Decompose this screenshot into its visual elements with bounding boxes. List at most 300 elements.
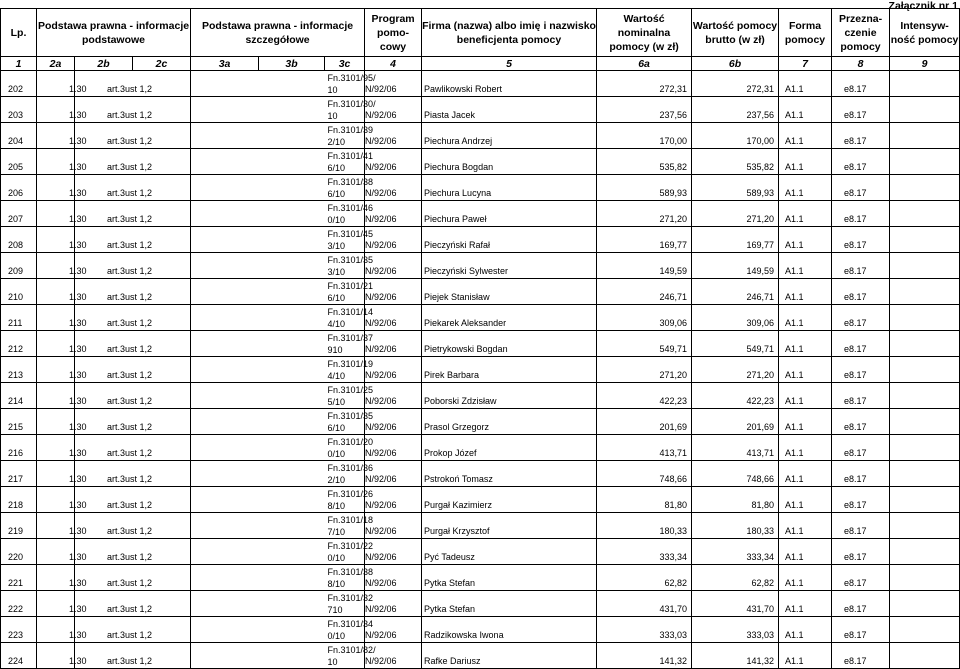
aid-form: A1.1: [779, 253, 832, 279]
row-number: 210: [1, 279, 37, 305]
beneficiary-name: Poborski Zdzisław: [422, 383, 597, 409]
legal-detail-empty: [191, 617, 325, 643]
row-number: 223: [1, 617, 37, 643]
row-number: 217: [1, 461, 37, 487]
beneficiary-name: Piechura Bogdan: [422, 149, 597, 175]
legal-basis-code: 1.30: [37, 643, 75, 669]
legal-basis-article: art.3ust 1,2: [75, 591, 191, 617]
legal-basis-code: 1.30: [37, 71, 75, 97]
legal-detail-empty: [191, 149, 325, 175]
gross-value: 431,70: [692, 591, 779, 617]
gross-value: 413,71: [692, 435, 779, 461]
aid-purpose: e8.17: [832, 253, 890, 279]
header-row: [1, 9, 960, 57]
column-numbers-row: [1, 57, 960, 71]
legal-basis-code: 1.30: [37, 435, 75, 461]
row-number: 219: [1, 513, 37, 539]
detail-reference: Fn.3101/34 0/10: [325, 617, 365, 643]
header-aid-form: Forma pomocy: [779, 9, 832, 57]
aid-program: N/92/06: [365, 305, 422, 331]
aid-intensity: [890, 513, 960, 539]
column-number: 9: [890, 57, 960, 71]
nominal-value: 246,71: [597, 279, 692, 305]
aid-intensity: [890, 591, 960, 617]
aid-form: A1.1: [779, 97, 832, 123]
gross-value: 422,23: [692, 383, 779, 409]
nominal-value: 413,71: [597, 435, 692, 461]
legal-basis-article: art.3ust 1,2: [75, 409, 191, 435]
aid-program: N/92/06: [365, 383, 422, 409]
aid-purpose: e8.17: [832, 565, 890, 591]
legal-basis-code: 1.30: [37, 461, 75, 487]
table-row: [1, 175, 960, 201]
aid-form: A1.1: [779, 201, 832, 227]
gross-value: 271,20: [692, 201, 779, 227]
detail-reference: Fn.3101/14 4/10: [325, 305, 365, 331]
row-number: 206: [1, 175, 37, 201]
aid-purpose: e8.17: [832, 357, 890, 383]
aid-form: A1.1: [779, 565, 832, 591]
table-row: [1, 357, 960, 383]
header-legal-basis-detailed: Podstawa prawna - informacje szczegółowe: [191, 9, 365, 57]
legal-basis-article: art.3ust 1,2: [75, 201, 191, 227]
legal-basis-code: 1.30: [37, 513, 75, 539]
row-number: 205: [1, 149, 37, 175]
header-aid-program: Program pomo-cowy: [365, 9, 422, 57]
gross-value: 333,34: [692, 539, 779, 565]
legal-detail-empty: [191, 565, 325, 591]
gross-value: 149,59: [692, 253, 779, 279]
aid-intensity: [890, 331, 960, 357]
beneficiary-name: Rafke Dariusz: [422, 643, 597, 669]
row-number: 216: [1, 435, 37, 461]
nominal-value: 201,69: [597, 409, 692, 435]
gross-value: 272,31: [692, 71, 779, 97]
gross-value: 589,93: [692, 175, 779, 201]
beneficiary-name: Piejek Stanisław: [422, 279, 597, 305]
nominal-value: 141,32: [597, 643, 692, 669]
aid-program: N/92/06: [365, 201, 422, 227]
legal-basis-article: art.3ust 1,2: [75, 357, 191, 383]
column-number: 8: [832, 57, 890, 71]
aid-intensity: [890, 253, 960, 279]
detail-reference: Fn.3101/35 6/10: [325, 409, 365, 435]
legal-basis-article: art.3ust 1,2: [75, 71, 191, 97]
beneficiary-name: Pawlikowski Robert: [422, 71, 597, 97]
legal-basis-article: art.3ust 1,2: [75, 253, 191, 279]
table-row: [1, 71, 960, 97]
aid-program: N/92/06: [365, 617, 422, 643]
header-nominal-value: Wartość nominalna pomocy (w zł): [597, 9, 692, 57]
legal-basis-article: art.3ust 1,2: [75, 539, 191, 565]
column-number: 1: [1, 57, 37, 71]
legal-basis-code: 1.30: [37, 383, 75, 409]
column-number: 2c: [133, 57, 191, 71]
aid-form: A1.1: [779, 123, 832, 149]
nominal-value: 271,20: [597, 201, 692, 227]
legal-detail-empty: [191, 227, 325, 253]
legal-basis-code: 1.30: [37, 175, 75, 201]
legal-basis-article: art.3ust 1,2: [75, 279, 191, 305]
aid-intensity: [890, 539, 960, 565]
legal-basis-code: 1.30: [37, 123, 75, 149]
detail-reference: Fn.3101/22 0/10: [325, 539, 365, 565]
column-number: 5: [422, 57, 597, 71]
beneficiary-name: Pyć Tadeusz: [422, 539, 597, 565]
table-row: [1, 97, 960, 123]
beneficiary-name: Piechura Lucyna: [422, 175, 597, 201]
nominal-value: 333,34: [597, 539, 692, 565]
aid-purpose: e8.17: [832, 123, 890, 149]
table-row: [1, 201, 960, 227]
legal-detail-empty: [191, 253, 325, 279]
aid-purpose: e8.17: [832, 149, 890, 175]
row-number: 203: [1, 97, 37, 123]
legal-basis-code: 1.30: [37, 409, 75, 435]
gross-value: 201,69: [692, 409, 779, 435]
table-row: [1, 227, 960, 253]
aid-form: A1.1: [779, 279, 832, 305]
gross-value: 549,71: [692, 331, 779, 357]
detail-reference: Fn.3101/18 7/10: [325, 513, 365, 539]
aid-intensity: [890, 279, 960, 305]
aid-intensity: [890, 461, 960, 487]
aid-intensity: [890, 97, 960, 123]
aid-intensity: [890, 175, 960, 201]
table-row: [1, 331, 960, 357]
beneficiary-name: Pieczyński Sylwester: [422, 253, 597, 279]
beneficiary-name: Pietrykowski Bogdan: [422, 331, 597, 357]
legal-detail-empty: [191, 97, 325, 123]
row-number: 215: [1, 409, 37, 435]
aid-purpose: e8.17: [832, 409, 890, 435]
nominal-value: 589,93: [597, 175, 692, 201]
column-number: 3b: [259, 57, 325, 71]
aid-program: N/92/06: [365, 565, 422, 591]
aid-purpose: e8.17: [832, 539, 890, 565]
header-lp: Lp.: [1, 9, 37, 57]
table-row: [1, 643, 960, 669]
detail-reference: Fn.3101/95/ 10: [325, 71, 365, 97]
detail-reference: Fn.3101/39 2/10: [325, 123, 365, 149]
table-row: [1, 383, 960, 409]
table-row: [1, 253, 960, 279]
aid-intensity: [890, 409, 960, 435]
gross-value: 170,00: [692, 123, 779, 149]
row-number: 212: [1, 331, 37, 357]
aid-form: A1.1: [779, 305, 832, 331]
row-number: 224: [1, 643, 37, 669]
legal-detail-empty: [191, 305, 325, 331]
gross-value: 333,03: [692, 617, 779, 643]
aid-form: A1.1: [779, 227, 832, 253]
aid-intensity: [890, 123, 960, 149]
table-row: [1, 539, 960, 565]
beneficiary-name: Prokop Józef: [422, 435, 597, 461]
table-row: [1, 435, 960, 461]
legal-detail-empty: [191, 643, 325, 669]
legal-basis-article: art.3ust 1,2: [75, 435, 191, 461]
legal-basis-article: art.3ust 1,2: [75, 565, 191, 591]
legal-basis-article: art.3ust 1,2: [75, 617, 191, 643]
aid-intensity: [890, 643, 960, 669]
table-row: [1, 461, 960, 487]
aid-program: N/92/06: [365, 461, 422, 487]
column-number: 6a: [597, 57, 692, 71]
row-number: 207: [1, 201, 37, 227]
nominal-value: 180,33: [597, 513, 692, 539]
gross-value: 141,32: [692, 643, 779, 669]
row-number: 208: [1, 227, 37, 253]
gross-value: 180,33: [692, 513, 779, 539]
aid-purpose: e8.17: [832, 331, 890, 357]
column-number: 4: [365, 57, 422, 71]
aid-form: A1.1: [779, 617, 832, 643]
legal-detail-empty: [191, 539, 325, 565]
aid-form: A1.1: [779, 461, 832, 487]
row-number: 211: [1, 305, 37, 331]
legal-basis-code: 1.30: [37, 305, 75, 331]
column-number: 2b: [75, 57, 133, 71]
row-number: 220: [1, 539, 37, 565]
table-row: [1, 617, 960, 643]
aid-purpose: e8.17: [832, 461, 890, 487]
aid-form: A1.1: [779, 357, 832, 383]
aid-program: N/92/06: [365, 591, 422, 617]
aid-intensity: [890, 617, 960, 643]
header-aid-intensity: Intensyw-ność pomocy: [890, 9, 960, 57]
detail-reference: Fn.3101/25 5/10: [325, 383, 365, 409]
row-number: 209: [1, 253, 37, 279]
table-row: [1, 565, 960, 591]
nominal-value: 549,71: [597, 331, 692, 357]
detail-reference: Fn.3101/38 8/10: [325, 565, 365, 591]
gross-value: 237,56: [692, 97, 779, 123]
aid-purpose: e8.17: [832, 591, 890, 617]
header-gross-value: Wartość pomocy brutto (w zł): [692, 9, 779, 57]
detail-reference: Fn.3101/82/ 10: [325, 643, 365, 669]
aid-purpose: e8.17: [832, 487, 890, 513]
nominal-value: 170,00: [597, 123, 692, 149]
nominal-value: 748,66: [597, 461, 692, 487]
legal-basis-code: 1.30: [37, 279, 75, 305]
aid-form: A1.1: [779, 383, 832, 409]
aid-purpose: e8.17: [832, 71, 890, 97]
aid-form: A1.1: [779, 539, 832, 565]
gross-value: 246,71: [692, 279, 779, 305]
header-legal-basis-basic: Podstawa prawna - informacje podstawowe: [37, 9, 191, 57]
aid-purpose: e8.17: [832, 201, 890, 227]
column-number: 7: [779, 57, 832, 71]
aid-form: A1.1: [779, 71, 832, 97]
legal-basis-code: 1.30: [37, 97, 75, 123]
beneficiary-name: Piechura Paweł: [422, 201, 597, 227]
detail-reference: Fn.3101/41 6/10: [325, 149, 365, 175]
detail-reference: Fn.3101/46 0/10: [325, 201, 365, 227]
legal-detail-empty: [191, 487, 325, 513]
aid-form: A1.1: [779, 513, 832, 539]
nominal-value: 333,03: [597, 617, 692, 643]
detail-reference: Fn.3101/35 3/10: [325, 253, 365, 279]
table-row: [1, 513, 960, 539]
aid-program: N/92/06: [365, 539, 422, 565]
legal-detail-empty: [191, 461, 325, 487]
legal-detail-empty: [191, 331, 325, 357]
aid-form: A1.1: [779, 175, 832, 201]
beneficiary-name: Radzikowska Iwona: [422, 617, 597, 643]
aid-program: N/92/06: [365, 227, 422, 253]
beneficiary-name: Pstrokoń Tomasz: [422, 461, 597, 487]
row-number: 202: [1, 71, 37, 97]
aid-program: N/92/06: [365, 175, 422, 201]
nominal-value: 149,59: [597, 253, 692, 279]
gross-value: 309,06: [692, 305, 779, 331]
detail-reference: Fn.3101/30/ 10: [325, 97, 365, 123]
table-row: [1, 591, 960, 617]
beneficiary-name: Pieczyński Rafał: [422, 227, 597, 253]
row-number: 218: [1, 487, 37, 513]
legal-detail-empty: [191, 383, 325, 409]
row-number: 222: [1, 591, 37, 617]
beneficiary-name: Pirek Barbara: [422, 357, 597, 383]
legal-basis-article: art.3ust 1,2: [75, 149, 191, 175]
aid-form: A1.1: [779, 591, 832, 617]
aid-program: N/92/06: [365, 253, 422, 279]
aid-form: A1.1: [779, 643, 832, 669]
table-row: [1, 409, 960, 435]
aid-program: N/92/06: [365, 279, 422, 305]
gross-value: 81,80: [692, 487, 779, 513]
nominal-value: 422,23: [597, 383, 692, 409]
legal-detail-empty: [191, 591, 325, 617]
aid-program: N/92/06: [365, 71, 422, 97]
legal-basis-code: 1.30: [37, 539, 75, 565]
table-row: [1, 279, 960, 305]
detail-reference: Fn.3101/19 4/10: [325, 357, 365, 383]
gross-value: 169,77: [692, 227, 779, 253]
aid-program: N/92/06: [365, 331, 422, 357]
aid-form: A1.1: [779, 149, 832, 175]
legal-basis-article: art.3ust 1,2: [75, 175, 191, 201]
header-beneficiary: Firma (nazwa) albo imię i nazwisko beneficjenta pomocy: [422, 9, 597, 57]
header-aid-purpose: Przezna-czenie pomocy: [832, 9, 890, 57]
legal-basis-article: art.3ust 1,2: [75, 305, 191, 331]
nominal-value: 535,82: [597, 149, 692, 175]
legal-basis-article: art.3ust 1,2: [75, 461, 191, 487]
beneficiary-name: Purgał Krzysztof: [422, 513, 597, 539]
beneficiary-name: Pytka Stefan: [422, 591, 597, 617]
legal-basis-code: 1.30: [37, 331, 75, 357]
aid-intensity: [890, 149, 960, 175]
aid-form: A1.1: [779, 409, 832, 435]
detail-reference: Fn.3101/36 2/10: [325, 461, 365, 487]
aid-program: N/92/06: [365, 435, 422, 461]
aid-purpose: e8.17: [832, 617, 890, 643]
table-row: [1, 305, 960, 331]
aid-program: N/92/06: [365, 149, 422, 175]
legal-detail-empty: [191, 435, 325, 461]
detail-reference: Fn.3101/37 910: [325, 331, 365, 357]
annex-label: Załącznik nr 1: [888, 0, 958, 12]
aid-intensity: [890, 227, 960, 253]
aid-program: N/92/06: [365, 409, 422, 435]
aid-form: A1.1: [779, 487, 832, 513]
gross-value: 62,82: [692, 565, 779, 591]
aid-purpose: e8.17: [832, 279, 890, 305]
legal-basis-code: 1.30: [37, 357, 75, 383]
row-number: 214: [1, 383, 37, 409]
legal-basis-code: 1.30: [37, 227, 75, 253]
aid-intensity: [890, 565, 960, 591]
legal-basis-article: art.3ust 1,2: [75, 383, 191, 409]
aid-intensity: [890, 357, 960, 383]
detail-reference: Fn.3101/20 0/10: [325, 435, 365, 461]
nominal-value: 169,77: [597, 227, 692, 253]
detail-reference: Fn.3101/21 6/10: [325, 279, 365, 305]
aid-intensity: [890, 201, 960, 227]
table-row: [1, 149, 960, 175]
beneficiary-name: Piasta Jacek: [422, 97, 597, 123]
legal-basis-code: 1.30: [37, 617, 75, 643]
aid-form: A1.1: [779, 435, 832, 461]
aid-form: A1.1: [779, 331, 832, 357]
beneficiary-name: Prasol Grzegorz: [422, 409, 597, 435]
legal-basis-code: 1.30: [37, 487, 75, 513]
legal-basis-article: art.3ust 1,2: [75, 513, 191, 539]
legal-basis-article: art.3ust 1,2: [75, 643, 191, 669]
legal-detail-empty: [191, 201, 325, 227]
legal-basis-article: art.3ust 1,2: [75, 487, 191, 513]
aid-program: N/92/06: [365, 643, 422, 669]
nominal-value: 237,56: [597, 97, 692, 123]
detail-reference: Fn.3101/45 3/10: [325, 227, 365, 253]
row-number: 204: [1, 123, 37, 149]
legal-basis-article: art.3ust 1,2: [75, 227, 191, 253]
gross-value: 748,66: [692, 461, 779, 487]
legal-detail-empty: [191, 409, 325, 435]
legal-basis-article: art.3ust 1,2: [75, 331, 191, 357]
aid-program: N/92/06: [365, 487, 422, 513]
aid-program: N/92/06: [365, 513, 422, 539]
aid-program: N/92/06: [365, 357, 422, 383]
beneficiary-name: Pytka Stefan: [422, 565, 597, 591]
table-row: [1, 487, 960, 513]
legal-detail-empty: [191, 513, 325, 539]
aid-purpose: e8.17: [832, 383, 890, 409]
legal-basis-code: 1.30: [37, 201, 75, 227]
legal-detail-empty: [191, 123, 325, 149]
detail-reference: Fn.3101/26 8/10: [325, 487, 365, 513]
legal-basis-code: 1.30: [37, 591, 75, 617]
beneficiary-name: Piechura Andrzej: [422, 123, 597, 149]
aid-purpose: e8.17: [832, 227, 890, 253]
column-number: 2a: [37, 57, 75, 71]
nominal-value: 309,06: [597, 305, 692, 331]
beneficiary-name: Purgał Kazimierz: [422, 487, 597, 513]
nominal-value: 62,82: [597, 565, 692, 591]
aid-purpose: e8.17: [832, 97, 890, 123]
aid-purpose: e8.17: [832, 175, 890, 201]
detail-reference: Fn.3101/38 6/10: [325, 175, 365, 201]
aid-purpose: e8.17: [832, 643, 890, 669]
detail-reference: Fn.3101/32 710: [325, 591, 365, 617]
nominal-value: 81,80: [597, 487, 692, 513]
column-number: 3a: [191, 57, 259, 71]
row-number: 221: [1, 565, 37, 591]
row-number: 213: [1, 357, 37, 383]
nominal-value: 271,20: [597, 357, 692, 383]
column-number: 6b: [692, 57, 779, 71]
